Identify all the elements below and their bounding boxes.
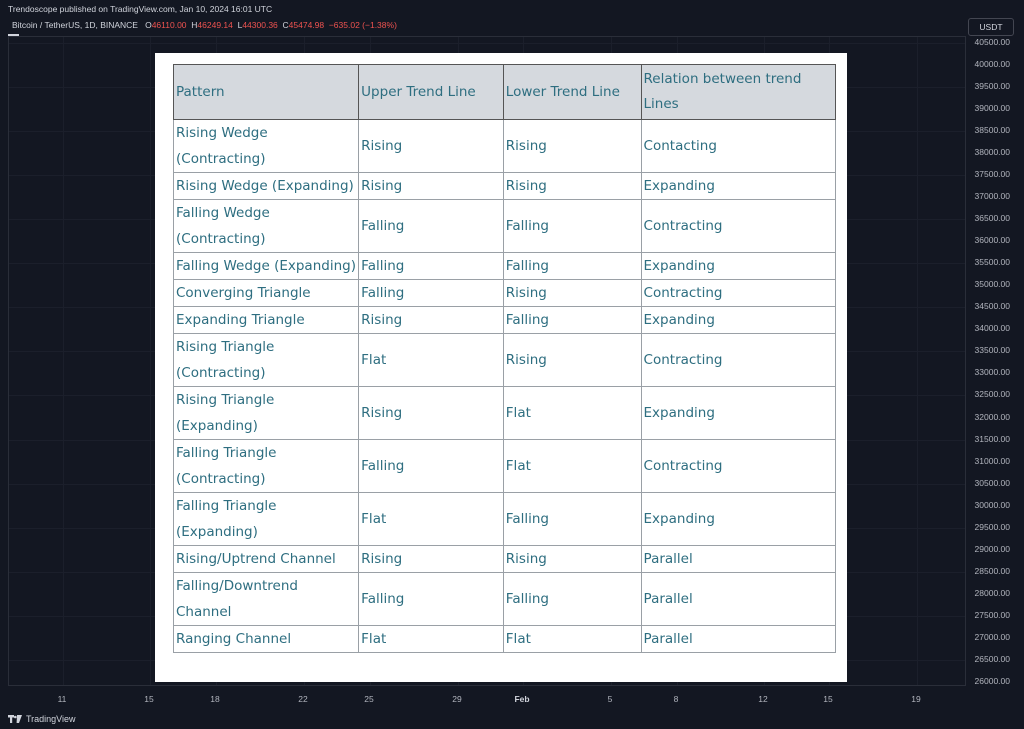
time-tick-label: Feb <box>514 694 530 704</box>
price-tick-label: 32000.00 <box>974 411 1010 422</box>
cell-relation: Contracting <box>641 280 835 307</box>
cell-lower-trend: Rising <box>503 334 641 387</box>
symbol-legend[interactable]: Bitcoin / TetherUS, 1D, BINANCE O46110.00 H46249.14 L44300.36 C45474.98 −635.02 (−1.38%) <box>12 20 397 30</box>
cell-lower-trend: Flat <box>503 387 641 440</box>
cell-relation: Contracting <box>641 334 835 387</box>
price-tick-label: 39500.00 <box>974 81 1010 92</box>
price-tick-label: 29000.00 <box>974 543 1010 554</box>
cell-pattern: Falling Wedge (Expanding) <box>174 253 359 280</box>
tradingview-footer[interactable] <box>8 714 76 724</box>
price-tick-label: 36500.00 <box>974 213 1010 224</box>
time-tick-label: 19 <box>911 694 921 704</box>
tradingview-brand: TradingView <box>26 714 76 724</box>
cell-lower-trend: Flat <box>503 440 641 493</box>
cell-lower-trend: Falling <box>503 307 641 334</box>
price-tick-label: 36000.00 <box>974 235 1010 246</box>
price-tick-label: 32500.00 <box>974 389 1010 400</box>
time-tick-label: 22 <box>298 694 308 704</box>
tradingview-logo-icon <box>8 715 22 723</box>
price-tick-label: 35500.00 <box>974 257 1010 268</box>
grid-line-horizontal <box>9 43 965 44</box>
cell-upper-trend: Falling <box>359 200 504 253</box>
cell-upper-trend: Rising <box>359 546 504 573</box>
cell-upper-trend: Falling <box>359 280 504 307</box>
price-tick-label: 27500.00 <box>974 609 1010 620</box>
price-tick-label: 34500.00 <box>974 301 1010 312</box>
cell-pattern: Converging Triangle <box>174 280 359 307</box>
header-relation: Relation between trend Lines <box>641 65 835 120</box>
cell-lower-trend: Falling <box>503 493 641 546</box>
cell-relation: Expanding <box>641 307 835 334</box>
time-tick-label: 15 <box>823 694 833 704</box>
cell-lower-trend: Falling <box>503 573 641 626</box>
currency-button[interactable]: USDT <box>968 18 1014 36</box>
cell-relation: Contracting <box>641 200 835 253</box>
table-header-row <box>174 65 836 120</box>
time-tick-label: 29 <box>452 694 462 704</box>
cell-pattern: Falling Triangle (Expanding) <box>174 493 359 546</box>
time-tick-label: 11 <box>57 694 67 704</box>
cell-relation: Contracting <box>641 440 835 493</box>
price-tick-label: 30000.00 <box>974 499 1010 510</box>
cell-lower-trend: Falling <box>503 200 641 253</box>
price-tick-label: 38000.00 <box>974 147 1010 158</box>
price-tick-label: 31500.00 <box>974 433 1010 444</box>
cell-upper-trend: Rising <box>359 173 504 200</box>
grid-line-vertical <box>150 37 151 685</box>
cell-pattern: Expanding Triangle <box>174 307 359 334</box>
price-tick-label: 40000.00 <box>974 59 1010 70</box>
price-axis[interactable] <box>966 36 1024 686</box>
table-row <box>174 280 836 307</box>
price-tick-label: 28500.00 <box>974 565 1010 576</box>
cell-relation: Expanding <box>641 173 835 200</box>
time-axis[interactable] <box>8 686 966 708</box>
table-row <box>174 253 836 280</box>
high-value: 46249.14 <box>197 20 233 30</box>
price-tick-label: 33000.00 <box>974 367 1010 378</box>
header-upper-trend-line: Upper Trend Line <box>359 65 504 120</box>
cell-relation: Parallel <box>641 546 835 573</box>
cell-upper-trend: Falling <box>359 253 504 280</box>
cell-pattern: Falling Triangle (Contracting) <box>174 440 359 493</box>
price-tick-label: 30500.00 <box>974 477 1010 488</box>
cell-upper-trend: Falling <box>359 573 504 626</box>
price-tick-label: 29500.00 <box>974 521 1010 532</box>
price-tick-label: 26000.00 <box>974 675 1010 686</box>
table-row <box>174 334 836 387</box>
open-value: 46110.00 <box>151 20 187 30</box>
price-tick-label: 31000.00 <box>974 455 1010 466</box>
table-row <box>174 307 836 334</box>
cell-pattern: Rising Wedge (Contracting) <box>174 120 359 173</box>
price-tick-label: 35000.00 <box>974 279 1010 290</box>
grid-line-vertical <box>63 37 64 685</box>
change-value: −635.02 (−1.38%) <box>328 20 397 30</box>
table-row <box>174 120 836 173</box>
cell-lower-trend: Rising <box>503 173 641 200</box>
price-tick-label: 34000.00 <box>974 323 1010 334</box>
cell-pattern: Ranging Channel <box>174 626 359 653</box>
price-tick-label: 40500.00 <box>974 37 1010 47</box>
cell-upper-trend: Rising <box>359 307 504 334</box>
cell-upper-trend: Falling <box>359 440 504 493</box>
price-tick-label: 37000.00 <box>974 191 1010 202</box>
time-tick-label: 12 <box>758 694 768 704</box>
price-tick-label: 26500.00 <box>974 653 1010 664</box>
low-value: 44300.36 <box>242 20 278 30</box>
cell-upper-trend: Flat <box>359 334 504 387</box>
cell-upper-trend: Flat <box>359 626 504 653</box>
cell-pattern: Falling Wedge (Contracting) <box>174 200 359 253</box>
cell-relation: Parallel <box>641 573 835 626</box>
table-row <box>174 200 836 253</box>
header-pattern: Pattern <box>174 65 359 120</box>
cell-lower-trend: Flat <box>503 626 641 653</box>
published-caption: Trendoscope published on TradingView.com, Jan 10, 2024 16:01 UTC <box>8 4 273 14</box>
table-row <box>174 546 836 573</box>
cell-lower-trend: Rising <box>503 280 641 307</box>
price-tick-label: 33500.00 <box>974 345 1010 356</box>
close-value: 45474.98 <box>288 20 325 30</box>
cell-relation: Expanding <box>641 253 835 280</box>
cell-lower-trend: Falling <box>503 253 641 280</box>
cell-lower-trend: Rising <box>503 120 641 173</box>
cell-pattern: Falling/Downtrend Channel <box>174 573 359 626</box>
cell-upper-trend: Rising <box>359 120 504 173</box>
price-tick-label: 39000.00 <box>974 103 1010 114</box>
time-tick-label: 25 <box>364 694 374 704</box>
grid-line-vertical <box>917 37 918 685</box>
cell-pattern: Rising/Uptrend Channel <box>174 546 359 573</box>
table-row <box>174 573 836 626</box>
table-row <box>174 440 836 493</box>
cell-pattern: Rising Triangle (Expanding) <box>174 387 359 440</box>
cell-relation: Contacting <box>641 120 835 173</box>
pattern-table-image <box>155 53 847 682</box>
cell-pattern: Rising Wedge (Expanding) <box>174 173 359 200</box>
cell-pattern: Rising Triangle (Contracting) <box>174 334 359 387</box>
time-tick-label: 5 <box>607 694 613 704</box>
time-tick-label: 8 <box>673 694 679 704</box>
cell-relation: Parallel <box>641 626 835 653</box>
table-row <box>174 626 836 653</box>
price-tick-label: 37500.00 <box>974 169 1010 180</box>
table-row <box>174 493 836 546</box>
price-tick-label: 27000.00 <box>974 631 1010 642</box>
cell-relation: Expanding <box>641 493 835 546</box>
cell-relation: Expanding <box>641 387 835 440</box>
price-tick-label: 28000.00 <box>974 587 1010 598</box>
table-row <box>174 173 836 200</box>
time-tick-label: 15 <box>144 694 154 704</box>
cell-upper-trend: Flat <box>359 493 504 546</box>
header-lower-trend-line: Lower Trend Line <box>503 65 641 120</box>
cell-upper-trend: Rising <box>359 387 504 440</box>
cell-lower-trend: Rising <box>503 546 641 573</box>
price-tick-label: 38500.00 <box>974 125 1010 136</box>
table-row <box>174 387 836 440</box>
time-tick-label: 18 <box>210 694 220 704</box>
symbol-name: Bitcoin / TetherUS, 1D, BINANCE <box>12 20 138 30</box>
pattern-table <box>173 64 836 653</box>
